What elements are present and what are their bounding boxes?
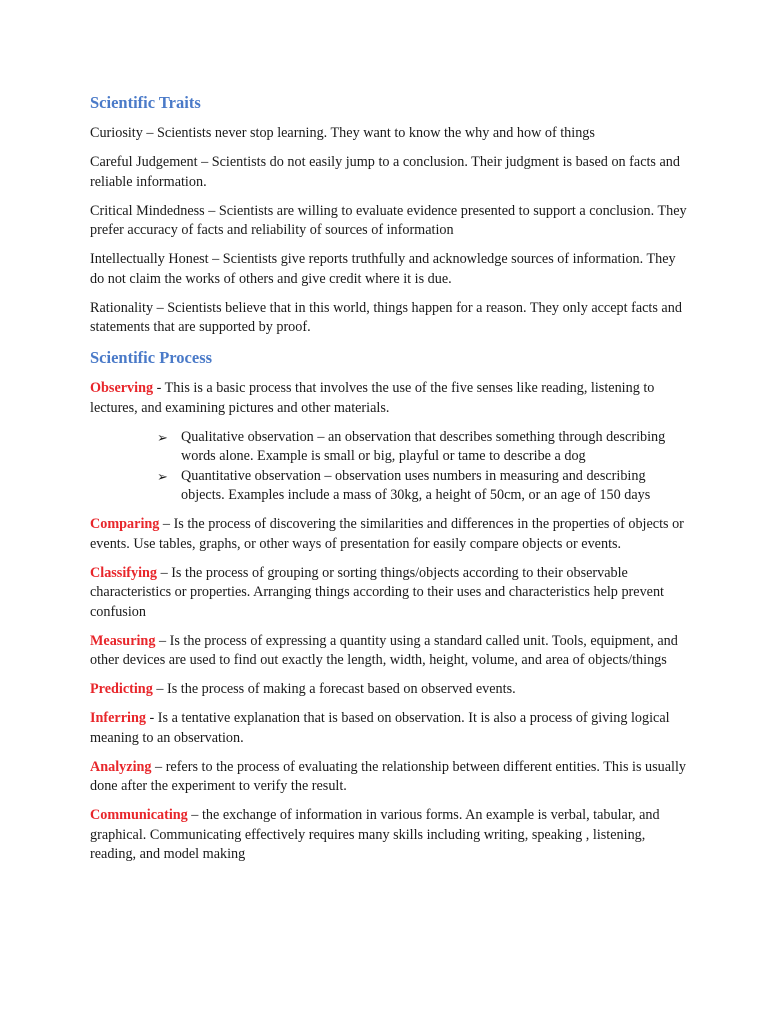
trait-critical-mindedness: Critical Mindedness – Scientists are willing to evaluate evidence presented to support a conclusion. They prefer accuracy of facts and reliability of sources of information — [90, 202, 687, 238]
comparing-text: – Is the process of discovering the similarities and differences in the properties of objects or events. Use tables, graphs, or other ways of presentation for easily compare objects or events. — [90, 516, 684, 552]
term-analyzing: Analyzing — [90, 758, 152, 775]
document-page — [90, 92, 690, 874]
list-item — [157, 467, 690, 506]
process-predicting — [90, 680, 690, 700]
observing-text: - This is a basic process that involves the use of the five senses like reading, listening to lectures, and examining pictures and other materials. — [90, 380, 655, 416]
term-inferring: Inferring — [90, 710, 146, 726]
scientific-process-heading: Scientific Process — [90, 348, 213, 367]
inferring-text: - Is a tentative explanation that is based on observation. It is also a process of giving logical meaning to an observation. — [90, 710, 670, 746]
list-item — [157, 428, 690, 467]
process-observing — [90, 379, 690, 418]
process-classifying — [90, 564, 690, 623]
arrow-bullet-icon: ➢ — [157, 468, 168, 484]
measuring-text: – Is the process of expressing a quantity using a standard called unit. Tools, equipment, and other devices are used to find out exactly the length, width, height, volume, and area of objects/things — [90, 632, 678, 668]
trait-careful-judgement: Careful Judgement – Scientists do not easily jump to a conclusion. Their judgment is based on facts and reliable information. — [90, 154, 680, 190]
trait-rationality: Rationality – Scientists believe that in this world, things happen for a reason. They only accept facts and statements that are supported by proof. — [90, 299, 682, 335]
process-measuring — [90, 632, 690, 671]
trait-curiosity: Curiosity – Scientists never stop learning. They want to know the why and how of things — [90, 125, 595, 141]
trait-intellectually-honest: Intellectually Honest – Scientists give reports truthfully and acknowledge sources of information. They do not claim the works of others and give credit where it is due. — [90, 251, 676, 287]
process-analyzing — [90, 758, 690, 797]
predicting-text: – Is the process of making a forecast based on observed events. — [152, 681, 516, 697]
observation-types-list — [90, 428, 690, 506]
term-classifying: Classifying — [90, 564, 158, 581]
quantitative-observation-text: Quantitative observation – observation uses numbers in measuring and describing objects. Examples include a mass of 30kg, a height of 50cm, or an age of 150 days — [181, 467, 651, 503]
term-measuring: Measuring — [90, 632, 156, 649]
process-inferring — [90, 709, 690, 748]
term-observing: Observing — [90, 380, 154, 396]
term-communicating: Communicating — [90, 807, 188, 823]
analyzing-text: – refers to the process of evaluating the relationship between different entities. This is usually done after the experiment to verify the result. — [90, 758, 687, 794]
arrow-bullet-icon: ➢ — [157, 429, 168, 445]
classifying-text: – Is the process of grouping or sorting things/objects according to their observable characteristics or properties. Arranging things according to their uses and characteristics help prevent confusion — [90, 564, 664, 620]
scientific-traits-heading: Scientific Traits — [90, 93, 201, 112]
term-predicting: Predicting — [90, 681, 153, 697]
term-comparing: Comparing — [90, 516, 160, 532]
communicating-text: – the exchange of information in various forms. An example is verbal, tabular, and graphical. Communicating effectively requires many skills including writing, speaking , listening, reading, and model making — [90, 807, 660, 862]
process-communicating — [90, 806, 690, 865]
qualitative-observation-text: Qualitative observation – an observation that describes something through describing words alone. Example is small or big, playful or tame to describe a dog — [181, 428, 666, 464]
process-comparing — [90, 515, 690, 554]
